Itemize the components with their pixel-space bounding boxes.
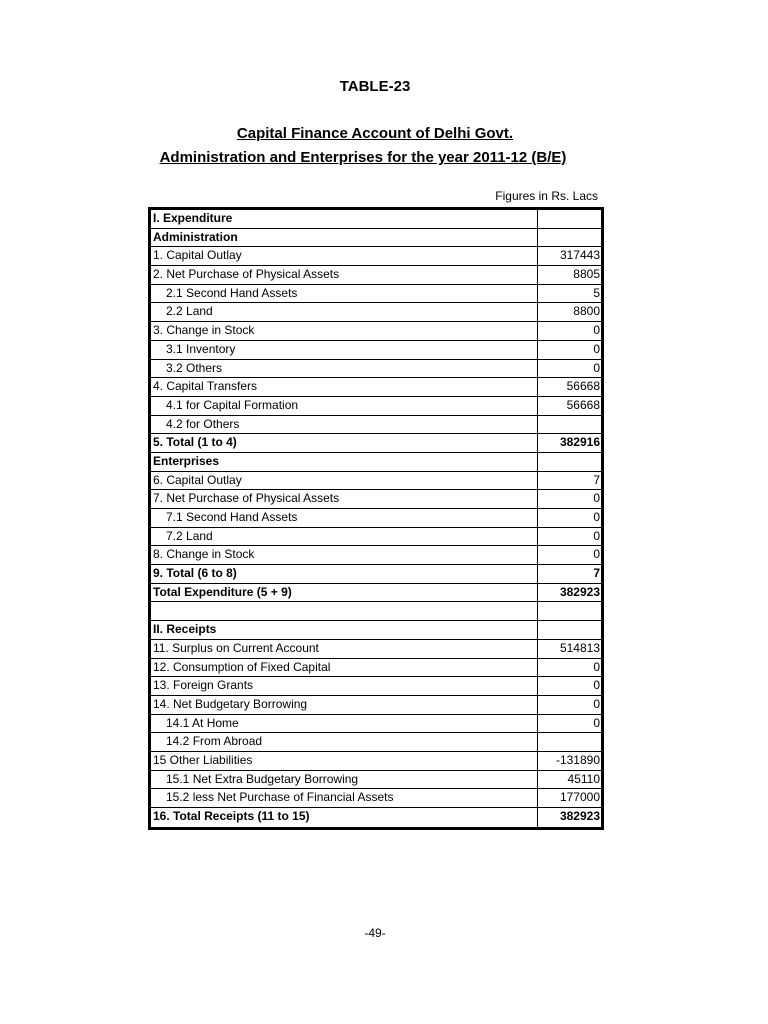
table-row bbox=[151, 303, 601, 322]
row-label: 2.1 Second Hand Assets bbox=[151, 285, 538, 303]
row-value: 317443 bbox=[559, 248, 600, 263]
table-row bbox=[151, 659, 601, 678]
row-value: 0 bbox=[593, 323, 600, 338]
row-label: 3. Change in Stock bbox=[151, 322, 538, 340]
row-value: 0 bbox=[593, 528, 600, 543]
page-subtitle: Administration and Enterprises for the year 2011-12 (B/E) bbox=[159, 149, 567, 166]
table-row bbox=[151, 266, 601, 285]
row-value: 45110 bbox=[567, 771, 600, 786]
row-label: 5. Total (1 to 4) bbox=[151, 434, 538, 452]
row-value: 56668 bbox=[566, 397, 600, 412]
row-label: 7.1 Second Hand Assets bbox=[151, 509, 538, 527]
row-value: -131890 bbox=[555, 752, 600, 767]
table-row bbox=[151, 210, 601, 229]
row-value: 8800 bbox=[573, 304, 600, 319]
row-value bbox=[538, 621, 601, 639]
table-row bbox=[151, 229, 601, 248]
row-value: 0 bbox=[593, 678, 600, 693]
row-label: 6. Capital Outlay bbox=[151, 472, 538, 490]
row-label: 4.1 for Capital Formation bbox=[151, 397, 538, 415]
row-value: 382923 bbox=[559, 584, 600, 599]
row-label: 7. Net Purchase of Physical Assets bbox=[151, 490, 538, 508]
table-row bbox=[151, 565, 601, 584]
row-value: 5 bbox=[593, 285, 600, 300]
table-row bbox=[151, 341, 601, 360]
row-label: Enterprises bbox=[151, 453, 538, 471]
row-value: 177000 bbox=[559, 790, 600, 805]
row-value: 382916 bbox=[559, 435, 600, 450]
table-row bbox=[151, 472, 601, 491]
row-label: 3.2 Others bbox=[151, 360, 538, 378]
table-row bbox=[151, 322, 601, 341]
table-row bbox=[151, 285, 601, 304]
table-row bbox=[151, 752, 601, 771]
row-value bbox=[538, 733, 601, 751]
row-value bbox=[538, 229, 601, 247]
row-value bbox=[538, 416, 601, 434]
table-row bbox=[151, 715, 601, 734]
row-value bbox=[538, 602, 601, 620]
row-label: 15.2 less Net Purchase of Financial Assets bbox=[151, 789, 538, 807]
table-row bbox=[151, 771, 601, 790]
table-row bbox=[151, 490, 601, 509]
row-label: I. Expenditure bbox=[151, 210, 538, 228]
row-label: Administration bbox=[151, 229, 538, 247]
table-row bbox=[151, 360, 601, 379]
row-label: 12. Consumption of Fixed Capital bbox=[151, 659, 538, 677]
row-label: 8. Change in Stock bbox=[151, 546, 538, 564]
row-value: 0 bbox=[593, 510, 600, 524]
page-number: -49- bbox=[364, 926, 386, 940]
row-label: 3.1 Inventory bbox=[151, 341, 538, 359]
row-label: 4. Capital Transfers bbox=[151, 378, 538, 396]
table-row bbox=[151, 509, 601, 528]
table-row bbox=[151, 434, 601, 453]
row-label: 4.2 for Others bbox=[151, 416, 538, 434]
capital-finance-table bbox=[148, 207, 604, 830]
table-row bbox=[151, 621, 601, 640]
units-note: Figures in Rs. Lacs bbox=[495, 189, 598, 203]
table-row bbox=[151, 528, 601, 547]
row-label: 7.2 Land bbox=[151, 528, 538, 546]
row-label: 15.1 Net Extra Budgetary Borrowing bbox=[151, 771, 538, 789]
table-row bbox=[151, 677, 601, 696]
table-row bbox=[151, 789, 601, 808]
table-row bbox=[151, 808, 601, 827]
row-label: 2.2 Land bbox=[151, 303, 538, 321]
row-value: 0 bbox=[593, 491, 600, 506]
row-label: 1. Capital Outlay bbox=[151, 247, 538, 265]
row-label: 14.1 At Home bbox=[151, 715, 538, 733]
table-row bbox=[151, 453, 601, 472]
table-row bbox=[151, 416, 601, 435]
table-row bbox=[151, 247, 601, 266]
row-label: 14.2 From Abroad bbox=[151, 733, 538, 751]
table-row bbox=[151, 584, 601, 603]
row-label: II. Receipts bbox=[151, 621, 538, 639]
row-value: 382923 bbox=[559, 809, 600, 823]
table-row bbox=[151, 733, 601, 752]
page-title: Capital Finance Account of Delhi Govt. bbox=[236, 125, 514, 142]
row-value: 0 bbox=[593, 341, 600, 356]
row-value: 8805 bbox=[573, 267, 600, 282]
row-value: 514813 bbox=[559, 640, 600, 655]
row-label: 9. Total (6 to 8) bbox=[151, 565, 538, 583]
row-value: 7 bbox=[593, 472, 600, 487]
row-label: 11. Surplus on Current Account bbox=[151, 640, 538, 658]
row-value: 0 bbox=[593, 715, 600, 730]
row-label: 14. Net Budgetary Borrowing bbox=[151, 696, 538, 714]
row-value: 56668 bbox=[566, 379, 600, 394]
row-value: 0 bbox=[593, 547, 600, 562]
row-value: 0 bbox=[593, 659, 600, 674]
row-value: 0 bbox=[593, 360, 600, 375]
row-value: 7 bbox=[593, 566, 600, 581]
row-label: 15 Other Liabilities bbox=[151, 752, 538, 770]
table-row bbox=[151, 397, 601, 416]
row-label: Total Expenditure (5 + 9) bbox=[151, 584, 538, 602]
row-value: 0 bbox=[593, 696, 600, 711]
table-row bbox=[151, 546, 601, 565]
table-row bbox=[151, 378, 601, 397]
row-label: 16. Total Receipts (11 to 15) bbox=[151, 808, 538, 827]
table-row bbox=[151, 696, 601, 715]
row-label: 2. Net Purchase of Physical Assets bbox=[151, 266, 538, 284]
row-label bbox=[151, 602, 538, 620]
row-value bbox=[538, 210, 601, 228]
row-value bbox=[538, 453, 601, 471]
table-row bbox=[151, 602, 601, 621]
table-label: TABLE-23 bbox=[339, 78, 411, 95]
row-label: 13. Foreign Grants bbox=[151, 677, 538, 695]
table-row bbox=[151, 640, 601, 659]
